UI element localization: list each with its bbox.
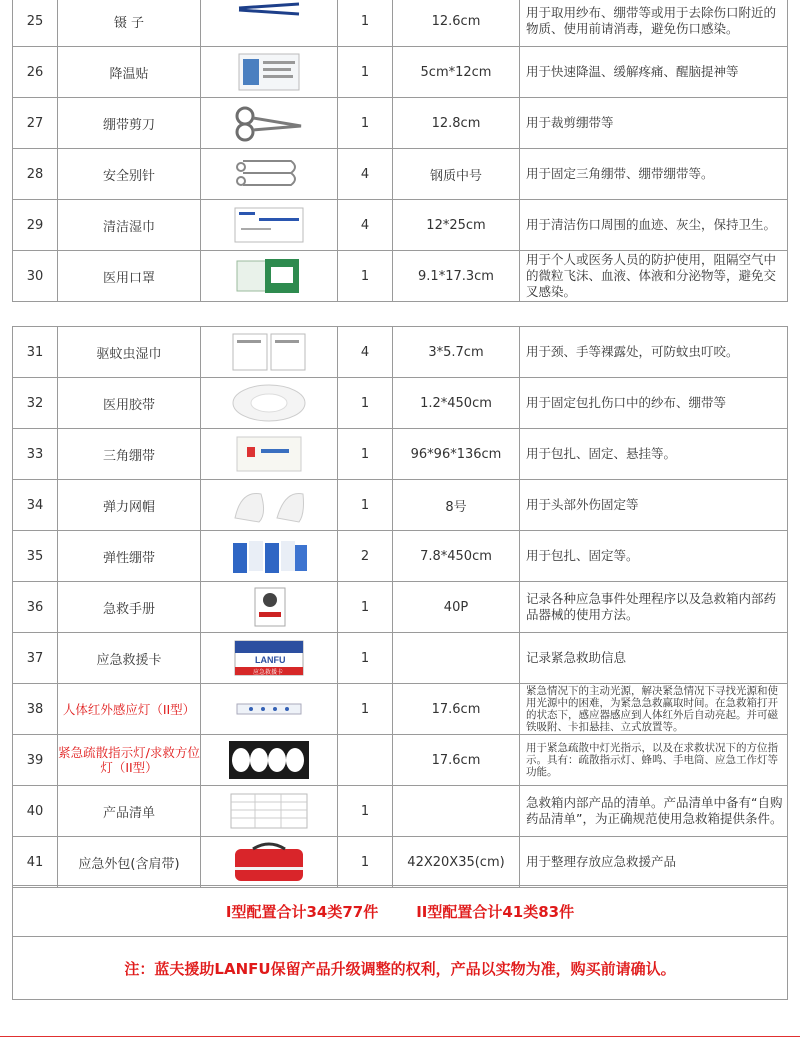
table-row — [13, 200, 788, 251]
row-number: 35 — [13, 531, 58, 582]
red-bag-icon — [229, 841, 309, 883]
summary-row — [13, 886, 788, 937]
row-number: 29 — [13, 200, 58, 251]
item-description: 用于颈、手等裸露处，可防蚊虫叮咬。 — [520, 327, 788, 378]
summary-cell — [13, 886, 788, 937]
item-spec: 96*96*136cm — [393, 429, 520, 480]
item-description: 用于包扎、固定等。 — [520, 531, 788, 582]
note-row — [13, 937, 788, 1000]
elastic-net-cap-icon — [229, 484, 309, 526]
type1-total: I型配置合计34类77件 — [225, 902, 379, 921]
item-description: 用于整理存放应急救援产品 — [520, 837, 788, 888]
item-image — [201, 531, 338, 582]
item-description: 用于紧急疏散中灯光指示，以及在求救状况下的方位指示。具有：疏散指示灯、蜂鸣、手电筒、应急工作灯等功能。 — [520, 735, 788, 786]
item-description: 急救箱内部产品的清单。产品清单中备有“自购药品清单”，为正确规范使用急救箱提供条件。 — [520, 786, 788, 837]
item-spec: 12.8cm — [393, 98, 520, 149]
item-name: 绷带剪刀 — [58, 98, 201, 149]
triangle-bandage-icon — [229, 433, 309, 475]
row-number: 37 — [13, 633, 58, 684]
table-row — [13, 0, 788, 47]
item-description: 用于清洁伤口周围的血迹、灰尘，保持卫生。 — [520, 200, 788, 251]
item-quantity: 1 — [338, 378, 393, 429]
mosquito-wipe-icon — [229, 331, 309, 373]
item-image — [201, 378, 338, 429]
item-name: 医用胶带 — [58, 378, 201, 429]
item-image — [201, 480, 338, 531]
item-quantity: 1 — [338, 582, 393, 633]
item-quantity: 2 — [338, 531, 393, 582]
item-image — [201, 327, 338, 378]
item-spec — [393, 786, 520, 837]
row-number: 40 — [13, 786, 58, 837]
evacuation-light-icon — [229, 739, 309, 781]
table-row — [13, 47, 788, 98]
item-image — [201, 149, 338, 200]
item-name: 急救手册 — [58, 582, 201, 633]
table-row — [13, 429, 788, 480]
item-name: 紧急疏散指示灯/求救方位灯（II型） — [58, 735, 201, 786]
item-quantity: 4 — [338, 327, 393, 378]
bandage-scissors-icon — [229, 102, 309, 144]
table-row — [13, 251, 788, 302]
item-image — [201, 47, 338, 98]
item-spec: 5cm*12cm — [393, 47, 520, 98]
item-image — [201, 98, 338, 149]
item-spec: 3*5.7cm — [393, 327, 520, 378]
item-description: 紧急情况下的主动光源，解决紧急情况下寻找光源和使用光源中的困难，为紧急急救赢取时间。在急救箱打开的状态下，感应器感应到人体红外后自动亮起。并可磁铁吸附、卡扣悬挂、立式放置等。 — [520, 684, 788, 735]
item-image — [201, 633, 338, 684]
row-number: 34 — [13, 480, 58, 531]
row-number: 41 — [13, 837, 58, 888]
item-spec — [393, 633, 520, 684]
card-brand-text: LANFU — [255, 655, 286, 665]
row-number: 30 — [13, 251, 58, 302]
table-row — [13, 531, 788, 582]
safety-pin-icon — [229, 153, 309, 195]
item-name: 镊 子 — [58, 0, 201, 47]
item-quantity: 1 — [338, 251, 393, 302]
item-description: 用于取用纱布、绷带等或用于去除伤口附近的物质、使用前请消毒，避免伤口感染。 — [520, 0, 788, 47]
item-spec: 9.1*17.3cm — [393, 251, 520, 302]
item-name: 产品清单 — [58, 786, 201, 837]
row-number: 33 — [13, 429, 58, 480]
item-name: 医用口罩 — [58, 251, 201, 302]
table-row — [13, 735, 788, 786]
item-image — [201, 786, 338, 837]
item-image — [201, 837, 338, 888]
item-name: 降温贴 — [58, 47, 201, 98]
item-quantity: 1 — [338, 47, 393, 98]
table-row — [13, 633, 788, 684]
type2-total: II型配置合计41类83件 — [416, 902, 575, 921]
table-row — [13, 582, 788, 633]
product-table-part1 — [12, 0, 788, 302]
item-quantity: 1 — [338, 684, 393, 735]
item-spec: 17.6cm — [393, 735, 520, 786]
row-number: 32 — [13, 378, 58, 429]
row-number: 28 — [13, 149, 58, 200]
table-row — [13, 480, 788, 531]
item-quantity: 1 — [338, 633, 393, 684]
table-row — [13, 327, 788, 378]
row-number: 27 — [13, 98, 58, 149]
item-image — [201, 582, 338, 633]
mask-icon — [229, 255, 309, 297]
table-row — [13, 837, 788, 888]
infrared-lamp-icon — [229, 688, 309, 730]
table-row — [13, 378, 788, 429]
item-spec: 7.8*450cm — [393, 531, 520, 582]
item-quantity: 1 — [338, 0, 393, 47]
item-description: 记录各种应急事件处理程序以及急救箱内部药品器械的使用方法。 — [520, 582, 788, 633]
item-image — [201, 684, 338, 735]
item-quantity: 1 — [338, 98, 393, 149]
item-image — [201, 735, 338, 786]
row-number: 38 — [13, 684, 58, 735]
item-quantity: 1 — [338, 429, 393, 480]
item-description: 用于头部外伤固定等 — [520, 480, 788, 531]
item-description: 用于固定三角绷带、绷带绷带等。 — [520, 149, 788, 200]
item-spec: 17.6cm — [393, 684, 520, 735]
item-spec: 42X20X35(cm) — [393, 837, 520, 888]
item-name: 人体红外感应灯（II型） — [58, 684, 201, 735]
item-image — [201, 251, 338, 302]
table-row — [13, 786, 788, 837]
product-table-part2 — [12, 326, 788, 888]
tape-icon — [229, 382, 309, 424]
item-description: 用于快速降温、缓解疼痛、醒脑提神等 — [520, 47, 788, 98]
item-name: 安全别针 — [58, 149, 201, 200]
item-description: 用于个人或医务人员的防护使用，阻隔空气中的微粒飞沫、血液、体液和分泌物等，避免交叉感染。 — [520, 251, 788, 302]
item-description: 用于固定包扎伤口中的纱布、绷带等 — [520, 378, 788, 429]
table-row — [13, 684, 788, 735]
card-sub-text: 应急救援卡 — [253, 669, 284, 676]
row-number: 31 — [13, 327, 58, 378]
product-list-icon — [229, 790, 309, 832]
item-image — [201, 200, 338, 251]
item-quantity: 4 — [338, 149, 393, 200]
wet-wipe-icon — [229, 204, 309, 246]
item-name: 三角绷带 — [58, 429, 201, 480]
item-quantity: 1 — [338, 786, 393, 837]
bottom-divider — [0, 1036, 800, 1037]
cooling-patch-icon — [229, 51, 309, 93]
item-description: 用于包扎、固定、悬挂等。 — [520, 429, 788, 480]
item-spec: 40P — [393, 582, 520, 633]
item-spec: 8号 — [393, 480, 520, 531]
item-spec: 1.2*450cm — [393, 378, 520, 429]
item-spec: 钢质中号 — [393, 149, 520, 200]
item-spec: 12.6cm — [393, 0, 520, 47]
item-name: 弹力网帽 — [58, 480, 201, 531]
item-name: 弹性绷带 — [58, 531, 201, 582]
item-image — [201, 0, 338, 47]
table-row — [13, 149, 788, 200]
elastic-bandage-icon — [229, 535, 309, 577]
summary-table — [12, 885, 788, 1000]
row-number: 36 — [13, 582, 58, 633]
item-quantity: 1 — [338, 480, 393, 531]
row-number: 25 — [13, 0, 58, 47]
item-quantity: 1 — [338, 837, 393, 888]
item-quantity — [338, 735, 393, 786]
item-name: 应急救援卡 — [58, 633, 201, 684]
tweezers-icon — [229, 0, 309, 42]
item-name: 清洁湿巾 — [58, 200, 201, 251]
manual-icon — [229, 586, 309, 628]
rescue-card-icon — [229, 637, 309, 679]
row-number: 39 — [13, 735, 58, 786]
row-number: 26 — [13, 47, 58, 98]
item-image — [201, 429, 338, 480]
item-name: 应急外包(含肩带) — [58, 837, 201, 888]
table-row — [13, 98, 788, 149]
item-spec: 12*25cm — [393, 200, 520, 251]
note-text: 注：蓝夫援助LANFU保留产品升级调整的权利，产品以实物为准，购买前请确认。 — [13, 937, 788, 1000]
item-name: 驱蚊虫湿巾 — [58, 327, 201, 378]
item-quantity: 4 — [338, 200, 393, 251]
item-description: 用于裁剪绷带等 — [520, 98, 788, 149]
item-description: 记录紧急救助信息 — [520, 633, 788, 684]
